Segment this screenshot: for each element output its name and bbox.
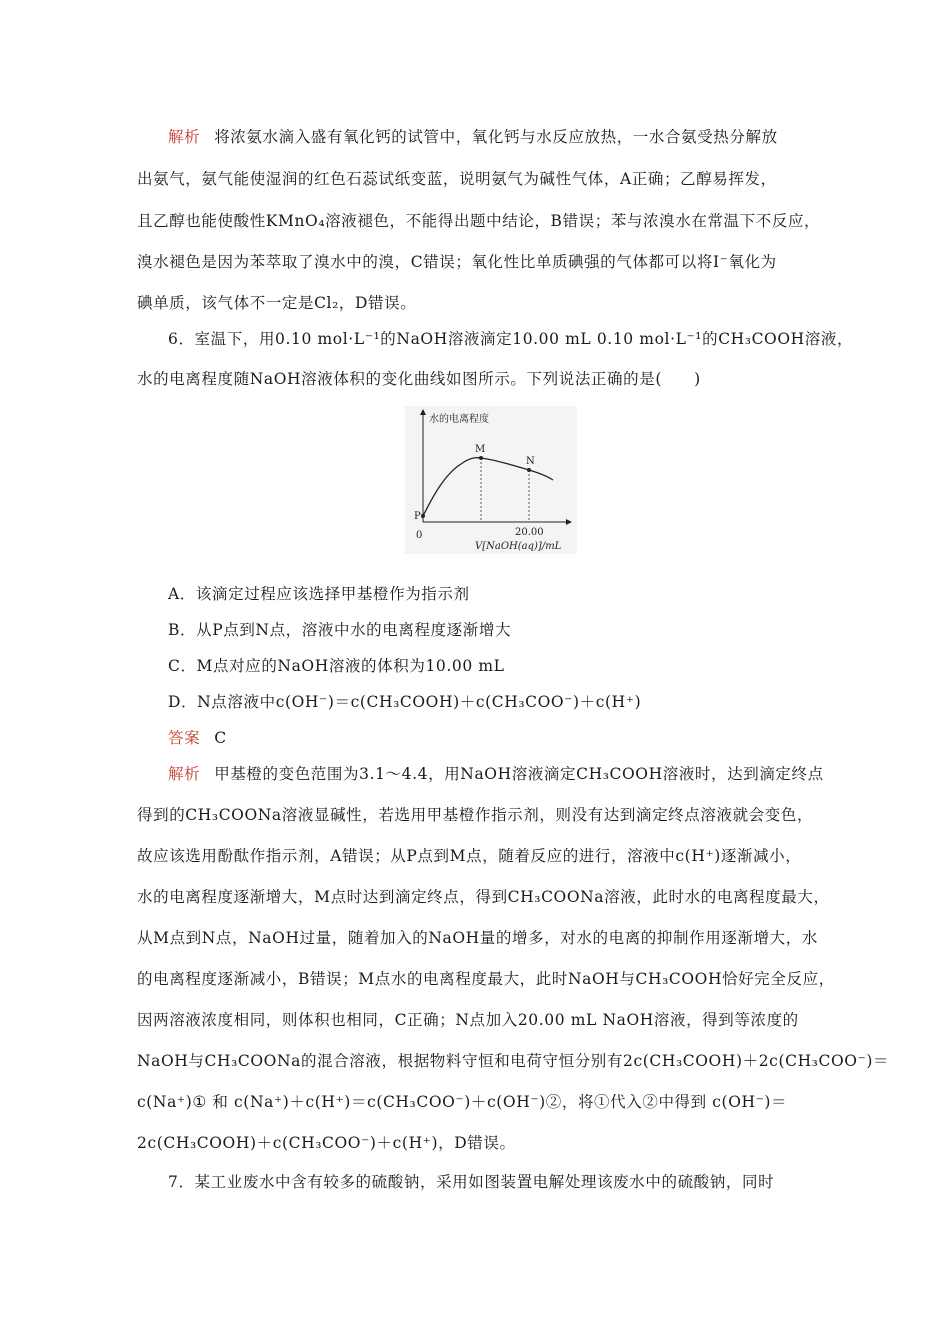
point-n-label: N — [526, 456, 535, 467]
origin-label: 0 — [416, 530, 423, 541]
question6-line-1: 6．室温下，用0.10 mol·L⁻¹的NaOH溶液滴定10.00 mL 0.10 mol·L⁻¹的CH₃COOH溶液， — [168, 330, 854, 348]
analysis2-text: 甲基橙的变色范围为3.1～4.4，用NaOH溶液滴定CH₃COOH溶液时，达到滴定终点 — [214, 765, 824, 783]
question7-line-1: 7．某工业废水中含有较多的硫酸钠，采用如图装置电解处理该废水中的硫酸钠，同时 — [168, 1173, 775, 1191]
point-p-label: P — [414, 511, 421, 522]
analysis1-line-4: 溴水褪色是因为苯萃取了溴水中的溴，C错误；氧化性比单质碘强的气体都可以将I⁻氧化为 — [137, 253, 777, 271]
point-n — [527, 468, 531, 472]
point-m-label: M — [475, 444, 486, 455]
x-axis-label: V[NaOH(aq)]/mL — [475, 541, 562, 552]
analysis1-label: 解析 — [168, 128, 201, 146]
answer-label: 答案 — [168, 729, 201, 747]
analysis2-line-6: 的电离程度逐渐减小，B错误；M点水的电离程度最大，此时NaOH与CH₃COOH恰好完全反应， — [137, 970, 835, 988]
question6-line-2: 水的电离程度随NaOH溶液体积的变化曲线如图所示。下列说法正确的是( ) — [137, 370, 701, 388]
ionization-figure — [405, 406, 577, 554]
analysis2-line-2: 得到的CH₃COONa溶液显碱性，若选用甲基橙作指示剂，则没有达到滴定终点溶液就会变色， — [137, 806, 814, 824]
ionization-chart — [405, 406, 577, 554]
point-m — [479, 456, 483, 460]
analysis2-line-7: 因两溶液浓度相同，则体积也相同，C正确；N点加入20.00 mL NaOH溶液，得到等浓度的 — [137, 1011, 799, 1029]
point-p — [421, 514, 425, 518]
analysis1-line-3: 且乙醇也能使酸性KMnO₄溶液褪色，不能得出题中结论，B错误；苯与浓溴水在常温下不反应， — [137, 212, 821, 230]
analysis1-line-2: 出氨气，氨气能使湿润的红色石蕊试纸变蓝，说明氨气为碱性气体，A正确；乙醇易挥发， — [137, 170, 777, 188]
analysis2-line-4: 水的电离程度逐渐增大，M点时达到滴定终点，得到CH₃COONa溶液，此时水的电离程度最大， — [137, 888, 830, 906]
analysis2-line-5: 从M点到N点，NaOH过量，随着加入的NaOH量的增多，对水的电离的抑制作用逐渐增大，水 — [137, 929, 818, 947]
option-d: D．N点溶液中c(OH⁻)＝c(CH₃COOH)＋c(CH₃COO⁻)＋c(H⁺) — [168, 693, 642, 711]
option-c: C．M点对应的NaOH溶液的体积为10.00 mL — [168, 657, 505, 675]
answer-line — [168, 726, 828, 750]
option-a: A．该滴定过程应该选择甲基橙作为指示剂 — [168, 585, 470, 603]
analysis2-line-10: 2c(CH₃COOH)＋c(CH₃COO⁻)＋c(H⁺)，D错误。 — [137, 1134, 516, 1152]
analysis1-line-5: 碘单质，该气体不一定是Cl₂，D错误。 — [137, 294, 417, 312]
analysis2-line-9: c(Na⁺)① 和 c(Na⁺)＋c(H⁺)＝c(CH₃COO⁻)＋c(OH⁻)②，将①代入②中得到 c(OH⁻)＝ — [137, 1093, 788, 1111]
analysis2-label: 解析 — [168, 765, 201, 783]
x-tick-label: 20.00 — [515, 527, 544, 538]
analysis1-text: 将浓氨水滴入盛有氧化钙的试管中，氧化钙与水反应放热，一水合氨受热分解放 — [214, 128, 778, 146]
analysis2-line-8: NaOH与CH₃COONa的混合溶液，根据物料守恒和电荷守恒分别有2c(CH₃COOH)＋2c(CH₃COO⁻)＝ — [137, 1052, 890, 1070]
answer-value: C — [214, 729, 227, 747]
option-b: B．从P点到N点，溶液中水的电离程度逐渐增大 — [168, 621, 512, 639]
analysis2-line-1 — [168, 762, 828, 786]
figure-background — [405, 406, 577, 554]
y-axis-label: 水的电离程度 — [429, 414, 489, 425]
analysis1-line-1 — [168, 125, 828, 149]
analysis2-line-3: 故应该选用酚酞作指示剂，A错误；从P点到M点，随着反应的进行，溶液中c(H⁺)逐渐减小， — [137, 847, 802, 865]
